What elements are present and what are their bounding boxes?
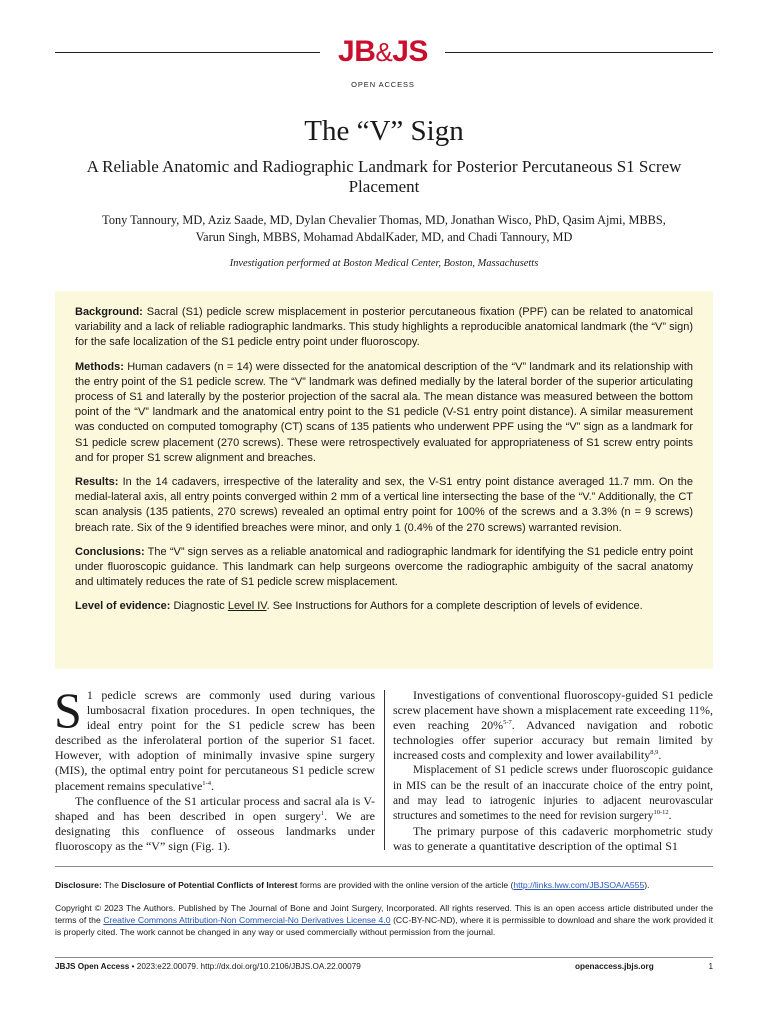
level-post: . See Instructions for Authors for a complete description of levels of evidence. [266, 600, 643, 613]
body-paragraph-2 [55, 794, 375, 854]
disclosure-end: ). [644, 880, 650, 890]
footer-journal: JBJS Open Access [55, 962, 130, 971]
disclosure-pre: The [104, 880, 119, 890]
abstract-results [75, 475, 693, 536]
disclosure-post: forms are provided with the online version of the article ( [299, 880, 514, 890]
abstract-box [55, 291, 713, 669]
author-line-1: Tony Tannoury, MD, Aziz Saade, MD, Dylan Chevalier Thomas, MD, Jonathan Wisco, PhD, Qasim Ajmi, MBBS, [102, 213, 666, 227]
footer-site[interactable]: openaccess.jbjs.org [575, 962, 654, 971]
copyright [55, 903, 713, 938]
citation-ref: 1-4 [202, 779, 211, 787]
footer-citation: 2023:e22.00079. http://dx.doi.org/10.2106/JBJS.OA.22.00079 [136, 962, 361, 971]
body-paragraph-4 [393, 763, 713, 823]
results-heading: Results: [75, 476, 119, 489]
level-pre: Diagnostic [173, 600, 225, 613]
p1-end: . [210, 778, 214, 793]
level-iv-link[interactable]: Level IV [227, 600, 267, 613]
abstract-methods [75, 360, 693, 466]
p3-mid: . Advanced navigation and robotic technologies offer superior accuracy but remain limited by increased costs and complexity and lower availability [393, 718, 713, 763]
background-text: Sacral (S1) pedicle screw misplacement in posterior percutaneous fixation (PPF) can be related to anatomical variability and a lack of reliable radiographic landmarks. This study highlights a reproducible anatomical landmark (the “V” sign) for the safe localization of the S1 pedicle entry point under fluoroscopy. [75, 306, 693, 349]
citation-ref: 5-7 [503, 719, 512, 727]
drop-cap: S [54, 682, 82, 738]
p4-text: Misplacement of S1 pedicle screws under fluoroscopic guidance in MIS can be the result of an inaccurate choice of the entry point, and may lead to iatrogenic injuries to adjacent neurovascular structures and sometimes to the need for revision surgery [393, 764, 713, 822]
disclosure-link[interactable]: http://links.lww.com/JBJSOA/A555 [513, 880, 645, 890]
p4-end: . [668, 809, 672, 822]
page-footer [55, 962, 713, 971]
conclusions-text: The “V” sign serves as a reliable anatomical and radiographic landmark for identifying the S1 pedicle entry point under fluoroscopic guidance. This landmark can help surgeons overcome the radiographic ambiguity of the sacral anatomy and ultimately reduces the rate of S1 pedicle screw misplacement. [75, 545, 693, 589]
citation-ref: 10-12 [653, 808, 669, 816]
article-subtitle: A Reliable Anatomic and Radiographic Landmark for Posterior Percutaneous S1 Screw Placement [86, 157, 682, 196]
body-column-left [54, 682, 375, 854]
logo-mark [322, 36, 444, 68]
logo-js: JS [392, 35, 428, 68]
citation-ref: 1 [320, 809, 325, 817]
header-rule-left [55, 52, 320, 53]
body-paragraph-5: The primary purpose of this cadaveric morphometric study was to generate a quantitative description of the optimal S1 [393, 823, 713, 853]
level-heading: Level of evidence: [75, 600, 171, 613]
footer-rule-top [55, 866, 713, 867]
disclosure-bold: Disclosure of Potential Conflicts of Interest [121, 880, 298, 890]
license-link[interactable]: Creative Commons Attribution-Non Commercial-No Derivatives License 4.0 [103, 914, 391, 925]
background-heading: Background: [75, 306, 143, 318]
header-rule-right [445, 52, 713, 53]
article-title: The “V” Sign [304, 115, 464, 147]
p2-end: . We are designating this confluence of osseous landmarks under fluoroscopy as the “V” sign (Fig. 1). [55, 808, 375, 853]
footer-rule-bottom [55, 957, 713, 958]
p2-text: The confluence of the S1 articular process and sacral ala is V-shaped and has been described in open surgery [55, 793, 375, 823]
journal-logo [322, 36, 444, 89]
results-text: In the 14 cadavers, irrespective of the laterality and sex, the V-S1 entry point distance averaged 11.7 mm. On the medial-lateral axis, all entry points converged within 2 mm of a vertical line intersecting the base of the “V.” Additionally, the CT scan analysis (135 patients, 270 screws) revealed an optimal entry point for 100% of the screws and a 3.3% (n = 9 screws) breach rate. Six of the 9 identified breaches were minor, and only 1 (0.4% of the 270 screws) warranted revision. [75, 476, 693, 534]
abstract-level [75, 599, 693, 614]
logo-jb: JB [338, 35, 376, 68]
body-column-right [393, 688, 713, 854]
abstract-conclusions [75, 545, 693, 591]
citation-ref: 8,9 [650, 749, 659, 757]
body-paragraph-3 [393, 688, 713, 763]
copyright-pre: Copyright © 2023 The Authors. Published by The Journal of Bone and Joint Surgery, Incorporated. All rights reserved. This is an open access article distributed under the terms of the [55, 903, 713, 925]
methods-heading: Methods: [75, 360, 124, 373]
author-line-2: Varun Singh, MBBS, Mohamad AbdalKader, MD, and Chadi Tannoury, MD [195, 230, 573, 244]
p3-text: Investigations of conventional fluoroscopy-guided S1 pedicle screw placement have shown a misplacement rate exceeding 11%, even reaching 20% [393, 688, 713, 733]
affiliation: Investigation performed at Boston Medical Center, Boston, Massachusetts [229, 258, 539, 269]
disclosure-heading: Disclosure: [55, 880, 102, 890]
author-list [80, 212, 688, 246]
logo-ampersand: & [375, 37, 393, 67]
page-number: 1 [708, 962, 713, 971]
conclusions-heading: Conclusions: [75, 545, 145, 558]
logo-open-access: OPEN ACCESS [351, 80, 415, 89]
abstract-background [75, 305, 693, 351]
methods-text: Human cadavers (n = 14) were dissected for the anatomical description of the “V” landmark and its relationship with the entry point of the S1 pedicle screw. The “V” landmark was defined medially by the lateral border of the superior articulating process of S1 and laterally by the posterior projection of the sacral ala. The mean distance was measured between the bottom point of the “V” landmark and the anatomical entry point to the S1 pedicle (V-S1 entry point distance). A similar measurement was conducted on computed tomography (CT) scans of 135 patients who underwent PPF using the “V” sign as a landmark for S1 pedicle screw placement (270 screws). These were retrospectively evaluated for appropriateness of S1 screw entry points and for proper S1 screw alignment and breaches. [75, 360, 693, 464]
footer-bullet: • [131, 962, 135, 971]
p3-end: . [658, 748, 662, 763]
copyright-post: (CC-BY-NC-ND), where it is permissible to download and share the work provided it is properly cited. The work cannot be changed in any way or used commercially without permission from the journal. [55, 914, 714, 937]
body-paragraph-1 [54, 682, 375, 794]
column-divider [384, 690, 385, 850]
p1-text: 1 pedicle screws are commonly used during various lumbosacral fixation procedures. In open techniques, the ideal entry point for the S1 pedicle screw has been described as the inferolateral portion of the superior S1 facet. However, with adoption of minimally invasive spine surgery (MIS), the optimal entry point for percutaneous S1 pedicle screw placement remains speculative [55, 688, 375, 793]
disclosure [55, 879, 713, 891]
